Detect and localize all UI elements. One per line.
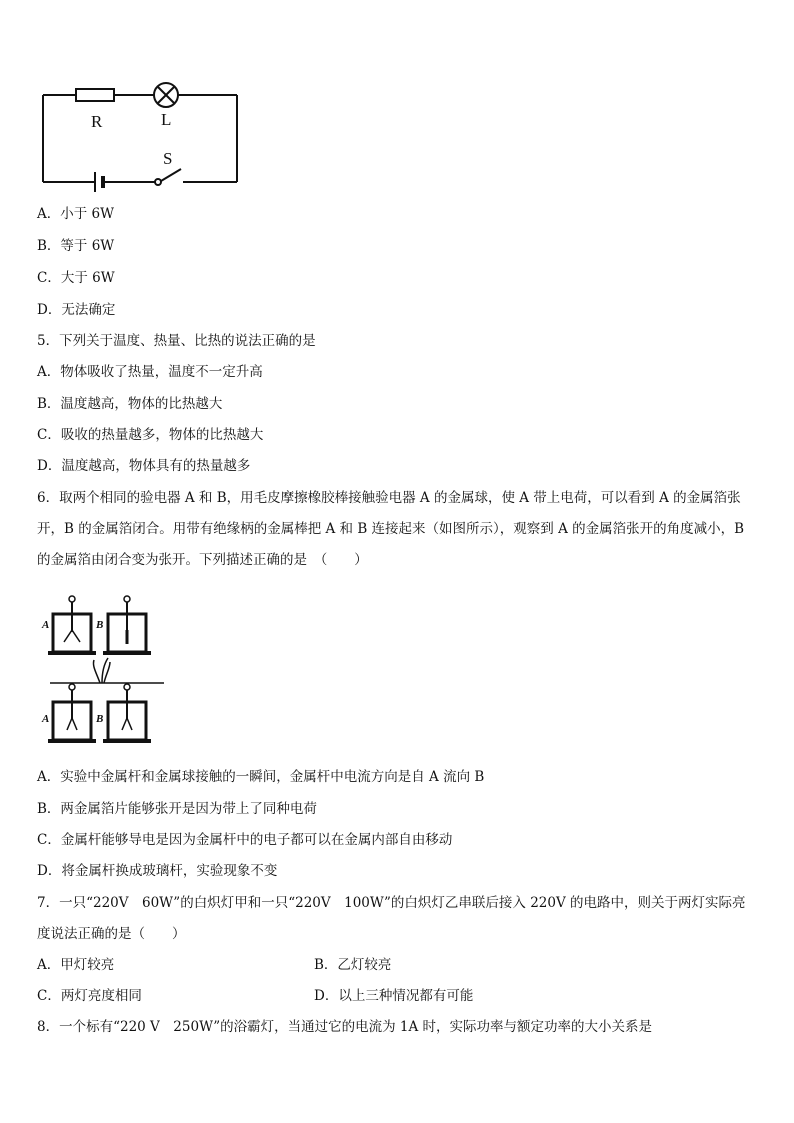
- q5-option-d: D．温度越高，物体具有的热量越多: [37, 458, 251, 474]
- label-s: S: [163, 149, 173, 168]
- circuit-diagram: [38, 80, 243, 192]
- q6-stem-line-2: 开，B 的金属箔闭合。用带有绝缘柄的金属棒把 A 和 B 连接起来（如图所示），观察到 A 的金属箔张开的角度减小，B: [37, 521, 745, 537]
- label-a-top: A: [42, 619, 50, 631]
- label-r: R: [91, 112, 103, 131]
- label-l: L: [161, 110, 172, 129]
- label-b-bottom: B: [96, 713, 104, 725]
- q6-stem-line-3: 的金属箔由闭合变为张开。下列描述正确的是 （ ）: [37, 552, 368, 568]
- q5-stem: 5．下列关于温度、热量、比热的说法正确的是: [37, 333, 316, 349]
- q5-option-c: C．吸收的热量越多，物体的比热越大: [37, 427, 264, 443]
- q7-option-d: D．以上三种情况都有可能: [314, 988, 474, 1004]
- q4-option-d: D．无法确定: [37, 302, 116, 318]
- q7-stem-line-2: 度说法正确的是（ ）: [37, 926, 186, 942]
- q6-option-b: B．两金属箔片能够张开是因为带上了同种电荷: [37, 801, 317, 817]
- q5-option-b: B．温度越高，物体的比热越大: [37, 396, 223, 412]
- q6-option-d: D．将金属杆换成玻璃杆，实验现象不变: [37, 863, 278, 879]
- q7-option-a: A．甲灯较亮: [37, 957, 115, 973]
- label-a-bottom: A: [42, 713, 50, 725]
- q6-stem-line-1: 6．取两个相同的验电器 A 和 B，用毛皮摩擦橡胶棒接触验电器 A 的金属球，使 A 带上电荷，可以看到 A 的金属箔张: [37, 490, 741, 506]
- q8-stem: 8．一个标有“220 V 250W”的浴霸灯，当通过它的电流为 1A 时，实际功率与额定功率的大小关系是: [37, 1019, 653, 1035]
- q7-stem-line-1: 7．一只“220V 60W”的白炽灯甲和一只“220V 100W”的白炽灯乙串联后接入 220V 的电路中，则关于两灯实际亮: [37, 895, 746, 911]
- q6-option-c: C．金属杆能够导电是因为金属杆中的电子都可以在金属内部自由移动: [37, 832, 453, 848]
- q6-option-a: A．实验中金属杆和金属球接触的一瞬间，金属杆中电流方向是自 A 流向 B: [37, 769, 485, 785]
- label-b-top: B: [96, 619, 104, 631]
- q7-option-c: C．两灯亮度相同: [37, 988, 142, 1004]
- q7-option-b: B．乙灯较亮: [314, 957, 392, 973]
- q4-option-c: C．大于 6W: [37, 270, 115, 286]
- q4-option-b: B．等于 6W: [37, 238, 115, 254]
- electroscope-figure: [36, 592, 164, 752]
- q4-option-a: A．小于 6W: [37, 206, 115, 222]
- q5-option-a: A．物体吸收了热量，温度不一定升高: [37, 364, 263, 380]
